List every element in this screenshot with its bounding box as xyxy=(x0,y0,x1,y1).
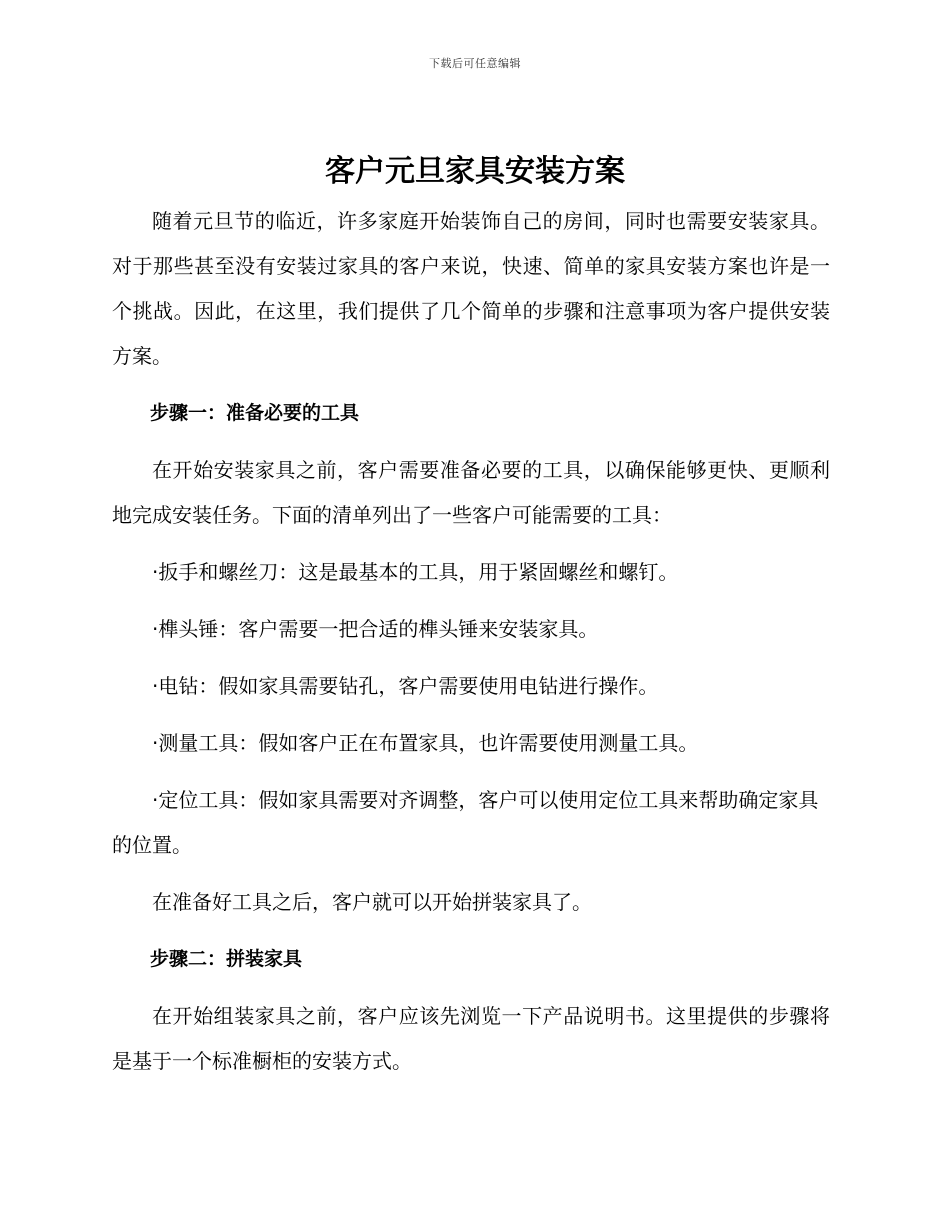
intro-paragraph: 随着元旦节的临近，许多家庭开始装饰自己的房间，同时也需要安装家具。对于那些甚至没有安装过家具的客户来说，快速、简单的家具安装方案也许是一个挑战。因此，在这里，我们提供了几个简单的步骤和注意事项为客户提供安装方案。 xyxy=(112,209,830,368)
bullet-icon: · xyxy=(152,788,159,812)
document-body xyxy=(112,199,830,1084)
step1-heading: 步骤一：准备必要的工具 xyxy=(150,402,360,424)
list-item xyxy=(112,778,830,868)
step2-intro-paragraph: 在开始组装家具之前，客户应该先浏览一下产品说明书。这里提供的步骤将是基于一个标准橱柜的安装方式。 xyxy=(112,1004,830,1073)
step1-intro-paragraph: 在开始安装家具之前，客户需要准备必要的工具，以确保能够更快、更顺利地完成安装任务。下面的清单列出了一些客户可能需要的工具： xyxy=(112,458,830,527)
list-item-text: 扳手和螺丝刀：这是最基本的工具，用于紧固螺丝和螺钉。 xyxy=(158,560,679,584)
bullet-icon: · xyxy=(152,731,159,755)
bullet-icon: · xyxy=(152,560,159,584)
list-item xyxy=(112,721,830,766)
list-item-text: 电钻：假如家具需要钻孔，客户需要使用电钻进行操作。 xyxy=(158,674,659,698)
step1-outro-paragraph: 在准备好工具之后，客户就可以开始拼装家具了。 xyxy=(152,890,592,914)
bullet-icon: · xyxy=(152,617,159,641)
list-item-text: 定位工具：假如家具需要对齐调整，客户可以使用定位工具来帮助确定家具的位置。 xyxy=(112,788,819,857)
list-item-text: 榫头锤：客户需要一把合适的榫头锤来安装家具。 xyxy=(158,617,599,641)
tool-list xyxy=(112,550,830,868)
list-item xyxy=(112,664,830,709)
step2-heading: 步骤二：拼装家具 xyxy=(150,948,303,970)
header-note: 下载后可任意编辑 xyxy=(429,57,521,70)
document-title: 客户元旦家具安装方案 xyxy=(325,154,625,189)
bullet-icon: · xyxy=(152,674,159,698)
list-item xyxy=(112,607,830,652)
list-item-text: 测量工具：假如客户正在布置家具，也许需要使用测量工具。 xyxy=(158,731,699,755)
list-item xyxy=(112,550,830,595)
